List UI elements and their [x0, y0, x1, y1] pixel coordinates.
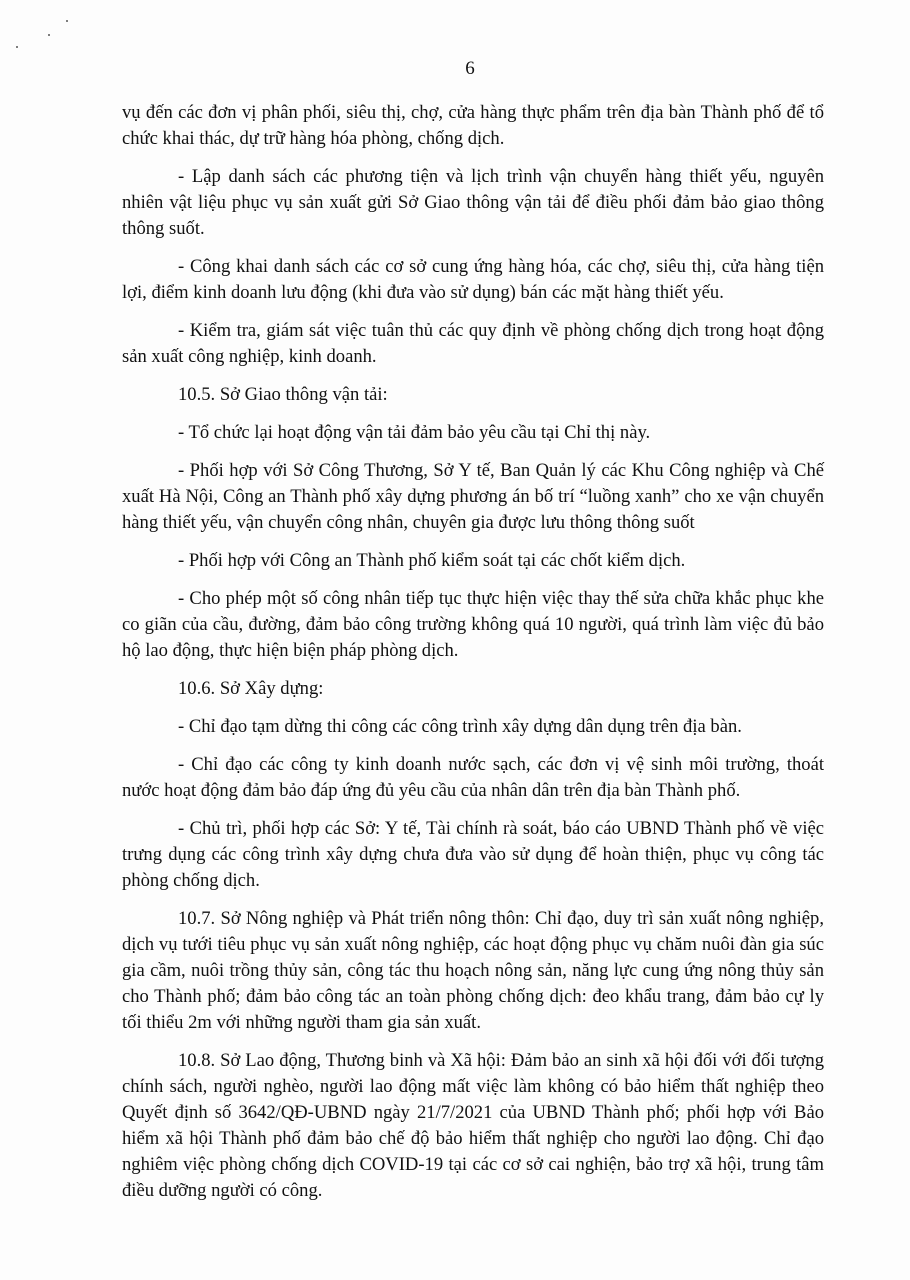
paragraph-suspend-construction: - Chỉ đạo tạm dừng thi công các công trình xây dựng dân dụng trên địa bàn. [178, 716, 742, 737]
scan-speck [16, 46, 18, 48]
document-body [122, 100, 824, 1216]
heading-10-6-construction: 10.6. Sở Xây dựng: [178, 678, 324, 699]
paragraph-bridge-repair: - Cho phép một số công nhân tiếp tục thực hiện việc thay thế sửa chữa khắc phục khe co giãn của cầu, đường, đảm bảo công trường không quá 10 người, quá trình làm việc đủ bảo hộ lao động, thực hiện biện pháp phòng dịch. [122, 588, 824, 661]
paragraph-10-8-labour: 10.8. Sở Lao động, Thương binh và Xã hội: Đảm bảo an sinh xã hội đối với đối tượng chính sách, người nghèo, người lao động mất việc làm không có bảo hiểm thất nghiệp theo Quyết định số 3642/QĐ-UBND ngày 21/7/2021 của UBND Thành phố; phối hợp với Bảo hiểm xã hội Thành phố đảm bảo chế độ bảo hiểm thất nghiệp cho người lao động. Chỉ đạo nghiêm việc phòng chống dịch COVID-19 tại các cơ sở cai nghiện, bảo trợ xã hội, trung tâm điều dưỡng người có công. [122, 1050, 824, 1201]
scan-speck [48, 34, 50, 36]
paragraph-list-transport-schedule: - Lập danh sách các phương tiện và lịch trình vận chuyển hàng thiết yếu, nguyên nhiên vật liệu phục vụ sản xuất gửi Sở Giao thông vận tải để điều phối đảm bảo giao thông thông suốt. [122, 166, 824, 239]
paragraph-water-sanitation: - Chỉ đạo các công ty kinh doanh nước sạch, các đơn vị vệ sinh môi trường, thoát nước hoạt động đảm bảo đáp ứng đủ yêu cầu của nhân dân trên địa bàn Thành phố. [122, 754, 824, 801]
page-number: 6 [465, 58, 475, 79]
paragraph-green-lane: - Phối hợp với Sở Công Thương, Sở Y tế, Ban Quản lý các Khu Công nghiệp và Chế xuất Hà Nội, Công an Thành phố xây dựng phương án bố trí “luồng xanh” cho xe vận chuyển hàng thiết yếu, vận chuyển công nhân, chuyên gia được lưu thông thông suốt [122, 460, 824, 533]
paragraph-continuation: vụ đến các đơn vị phân phối, siêu thị, chợ, cửa hàng thực phẩm trên địa bàn Thành phố để tổ chức khai thác, dự trữ hàng hóa phòng, chống dịch. [122, 102, 824, 149]
paragraph-10-7-agriculture: 10.7. Sở Nông nghiệp và Phát triển nông thôn: Chỉ đạo, duy trì sản xuất nông nghiệp, dịch vụ tưới tiêu phục vụ sản xuất nông nghiệp, các hoạt động phục vụ chăm nuôi đàn gia súc gia cầm, nuôi trồng thủy sản, công tác thu hoạch nông sản, năng lực cung ứng nông thủy sản cho Thành phố; đảm bảo công tác an toàn phòng chống dịch: đeo khẩu trang, đảm bảo cự ly tối thiểu 2m với những người tham gia sản xuất. [122, 908, 824, 1033]
paragraph-inspect-compliance: - Kiểm tra, giám sát việc tuân thủ các quy định về phòng chống dịch trong hoạt động sản xuất công nghiệp, kinh doanh. [122, 320, 824, 367]
paragraph-requisition-buildings: - Chủ trì, phối hợp các Sở: Y tế, Tài chính rà soát, báo cáo UBND Thành phố về việc trưng dụng các công trình xây dựng chưa đưa vào sử dụng để hoàn thiện, phục vụ công tác phòng chống dịch. [122, 818, 824, 891]
scan-speck [66, 20, 68, 22]
paragraph-publish-supply-list: - Công khai danh sách các cơ sở cung ứng hàng hóa, các chợ, siêu thị, cửa hàng tiện lợi, điểm kinh doanh lưu động (khi đưa vào sử dụng) bán các mặt hàng thiết yếu. [122, 256, 824, 303]
heading-10-5-transport: 10.5. Sở Giao thông vận tải: [178, 384, 388, 405]
paragraph-reorganize-transport: - Tổ chức lại hoạt động vận tải đảm bảo yêu cầu tại Chỉ thị này. [178, 422, 651, 443]
paragraph-checkpoints: - Phối hợp với Công an Thành phố kiểm soát tại các chốt kiểm dịch. [178, 550, 686, 571]
